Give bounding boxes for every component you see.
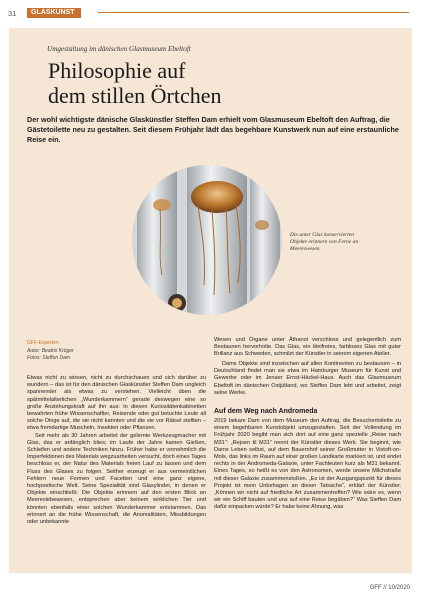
title-line-2: dem stillen Örtchen xyxy=(48,83,222,108)
body-paragraph: Wesen und Organe unter Äthanol verschloss und gelegentlich zum Bestaunen hervorholte. Das Glas, ein bleifreies, farbloses Glas mit guter Brillanz aus Schweden, schmilzt der Künstler in seinem eigenen Atelier. xyxy=(214,337,401,358)
photo-caption: Die unter Glas konservierten Objekte erinnern von Ferne an Meereswesen. xyxy=(290,232,359,252)
body-paragraph: 2019 bekam Dam von dem Museum den Auftrag, die Besuchertoilette zu einem begehbaren Kunstobjekt umzugestalten. Seit der Vollendung im Frühjahr 2020 begibt man sich dort auf eine ganz spezielle „Reise nach M31“: „Rejsen til M31“ nennt der Künstler dieses Werk. Sie beginnt, wie Dams Leben selbst, auf dem Bauernhof seiner Großmutter in Vistoft-on-Mols, das links im Raum auf einer großen Landkarte markiert ist, und endet rechts in der Andromeda-Galaxie, unter Fachleuten kurz als M31 bekannt. Eines Tages, so heißt es von den Astronomen, werde unsere Milchstraße mit dieser Galaxie zusammenstoßen. „Es ist der Ausgangspunkt für dieses Projekt ist mein Unbehagen an dieser Tatsache“, erklärt der Künstler. „Können wir nicht auf friedliche Art zusammentreffen? Wie wäre es, wenn wir ein Schiff bauten und uns auf eine Reise begäben?“ Was Steffen Dam dafür einpacken würde? Er habe keine Ahnung, was xyxy=(214,418,401,511)
body-paragraph: Etwas nicht zu wissen, nicht zu durchschauen und sich darüber zu wundern – das ist für den dänischen Glaskünstler Steffen Dam ungleich spannender als etwas zu verstehen. Vielleicht üben die spätmittelalterlichen „Wunderkammern“ gerade deswegen eine so große Anziehungskraft auf ihn aus: In diesen Kuriositätenkabinetten bewahrten frühe Wissenschaftler, Reisende oder gut betuchte Leute all solche Dinge auf, die sie nicht kannten und die sie vor Rätsel stellten – etwa fremdartige Muscheln, Insekten oder Pflanzen. xyxy=(27,375,206,432)
body-paragraph: Seit mehr als 30 Jahren arbeitet der gelernte Werkzeugmacher mit Glas, das er anfänglich blies; im Laufe der Jahre kamen Gießen, Schleifen und andere Techniken hinzu. Früher habe er vornehmlich die Imperfektionen des Materials wegzuarbeiten versucht, doch eines Tages beschloss er, der Natur des Materials freien Lauf zu lassen und dem Fluss des Glases zu folgen. Seither erzeugt er aus vermeintlichen Fehlern neue Formen und Facetten und eine ganz eigene, hochpoetische Welt. Seine Spezialität sind Glasylinder, in denen er Objekte einschließt. Die Objekte erinnern auf den ersten Blick an Meereslebewesen, entsprechen aber keinem wirklichen Tier und könnten ebenfalls einer solchen Wunderkammer entstammen. Das erinnert an die frühe Wissenschaft, die Anomalitäten, Missbildungen oder unbekannte xyxy=(27,432,206,526)
title-line-1: Philosophie auf xyxy=(48,58,186,83)
article-lead: Der wohl wichtigste dänische Glaskünstler Steffen Dam erhielt vom Glasmuseum Ebeltoft den Auftrag, die Gästetoilette neu zu gestalten. Seit diesem Frühjahr lädt das begehbare Kunstwerk nun auf eine erstaunliche Reise ein. xyxy=(27,115,399,144)
glass-objects-illustration xyxy=(132,165,282,315)
footer-issue: GFF // 10/2020 xyxy=(369,585,410,591)
body-column-right-bottom xyxy=(214,418,401,512)
section-tag: GLASKUNST xyxy=(27,8,81,18)
page-number: 31 xyxy=(8,9,17,18)
glass-cylinder-photo xyxy=(132,165,282,315)
section-subhead: Auf dem Weg nach Andromeda xyxy=(214,408,318,415)
credits-author: Autor: Beatrix Krüger xyxy=(27,348,74,354)
body-column-right-top xyxy=(214,337,401,359)
header-rule xyxy=(98,12,409,13)
body-column-left xyxy=(27,375,206,526)
article-title xyxy=(48,58,378,108)
credits-photos: Fotos: Steffen Dam xyxy=(27,355,71,361)
article-kicker: Umgestaltung im dänischen Glasmuseum Ebeltoft xyxy=(47,45,191,53)
credits-label: GFF-Experten xyxy=(27,340,59,346)
body-column-right-mid xyxy=(214,361,401,397)
body-paragraph: Dams Objekte sind inzwischen auf allen Kontinenten zu bestaunen – in Deutschland findet man sie etwa im Hamburger Museum für Kunst und Gewerbe oder im Jenaer Ernst-Häckel-Haus. Auch das Glasmuseum Ebeltoft im dänischen Ostjütland, wo Steffen Dam lebt und arbeitet, zeigt seine Werke. xyxy=(214,361,401,396)
